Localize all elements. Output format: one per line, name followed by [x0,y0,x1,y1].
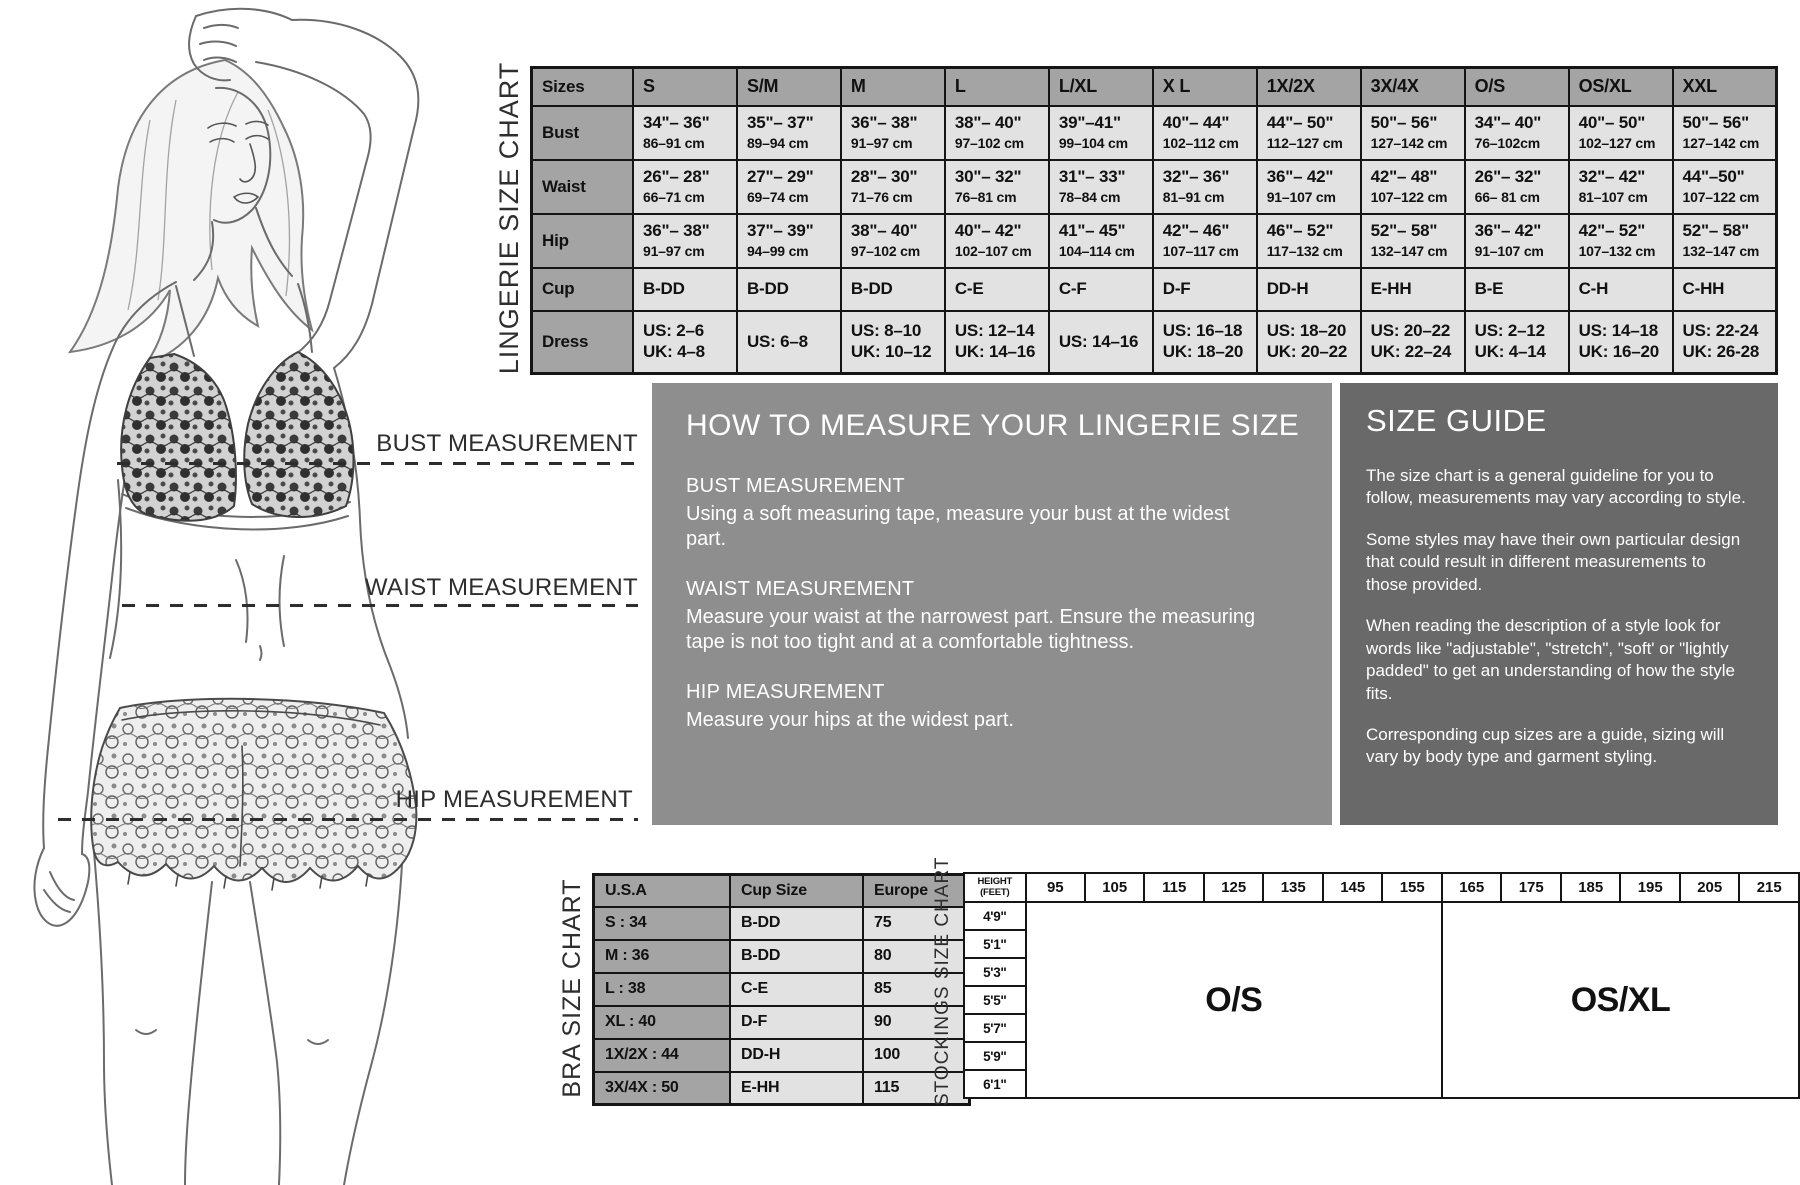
cell-line: UK: 4–8 [643,341,705,361]
bra-column-header: Cup Size [730,875,863,907]
cell-line: 91–97 cm [850,135,913,152]
cell-line: 50"– 56" [1682,112,1750,132]
lingerie-cell-bust [945,106,1049,160]
size-guide-panel [1340,383,1778,825]
lingerie-cell-hip [1049,214,1153,268]
bust-measurement-label: BUST MEASUREMENT [376,430,638,457]
cell-line: 66– 81 cm [1474,189,1540,206]
bra-cell: 3X/4X : 50 [594,1072,731,1105]
stockings-chart-side-label: STOCKINGS SIZE CHART [932,856,953,1106]
stockings-height-cell: 6'1" [964,1070,1026,1098]
lingerie-size-table [530,66,1778,375]
cell-line: 34"– 40" [1474,112,1542,132]
cell-line: 107–122 cm [1682,189,1760,206]
lingerie-cell-bust [1257,106,1361,160]
lingerie-cell-waist [1257,160,1361,214]
lingerie-cell-bust [1465,106,1569,160]
lingerie-row-label: Bust [532,106,634,160]
cell-line: 91–107 cm [1266,189,1336,206]
how-to-measure-title: HOW TO MEASURE YOUR LINGERIE SIZE [686,409,1300,442]
stockings-weight-header: 175 [1501,873,1561,902]
lingerie-chart-side-label: LINGERIE SIZE CHART [494,61,524,375]
lingerie-cell-waist [1569,160,1673,214]
stockings-height-cell: 5'3" [964,958,1026,986]
cell-line: 44"– 50" [1266,112,1334,132]
bra-cell: 100 [863,1039,970,1072]
lingerie-cell-dress [841,311,945,374]
lingerie-cell-dress [1153,311,1257,374]
waist-measurement-label: WAIST MEASUREMENT [364,574,638,601]
size-guide-paragraphs [1366,465,1752,769]
cell-line: 71–76 cm [850,189,913,206]
size-guide-title: SIZE GUIDE [1366,403,1547,438]
lingerie-cell-waist [633,160,737,214]
bra-cell: 75 [863,907,970,940]
bra-cell: XL : 40 [594,1006,731,1039]
cell-line: B-DD [746,278,789,298]
lingerie-cell-cup [1465,268,1569,311]
how-to-section-heading: WAIST MEASUREMENT [686,578,915,600]
lingerie-header-row [532,68,1777,106]
cell-line: 39"–41" [1058,112,1121,132]
cell-line: 97–102 cm [850,243,920,260]
lingerie-row-label: Hip [532,214,634,268]
lingerie-row-cup [532,268,1777,311]
corner-line: HEIGHT [977,875,1013,887]
cell-line: 40"– 42" [954,220,1022,240]
cell-line: 26"– 32" [1474,166,1542,186]
stockings-region-label: O/S [1205,980,1263,1019]
hip-measurement-dashed-line [58,818,638,821]
stockings-height-cell: 5'9" [964,1042,1026,1070]
lingerie-cell-cup [841,268,945,311]
bra-column-header: Europe [863,875,970,907]
bra-row [594,940,970,973]
bra-row [594,907,970,940]
cell-line: 42"– 48" [1370,166,1438,186]
how-to-section [686,475,1302,552]
bra-row [594,1039,970,1072]
cell-line: C-H [1578,278,1609,298]
stockings-weight-header: 115 [1144,873,1203,902]
cell-line: 41"– 45" [1058,220,1126,240]
cell-line: UK: 16–20 [1578,341,1659,361]
how-to-section [686,681,1302,733]
cell-line: UK: 14–16 [954,341,1036,361]
cell-line: US: 18–20 [1266,321,1347,341]
lingerie-size-header: S/M [737,68,841,106]
lingerie-cell-cup [633,268,737,311]
stockings-weight-header: 95 [1026,873,1085,902]
cell-line: 81–91 cm [1162,189,1225,206]
stockings-weight-header: 195 [1620,873,1680,902]
cell-line: 91–107 cm [1474,243,1544,260]
cell-line: B-DD [643,278,685,298]
lingerie-cell-dress [1361,311,1465,374]
lingerie-cell-waist [737,160,841,214]
bra-header-row [594,875,970,907]
cell-line: UK: 4–14 [1474,341,1546,361]
cell-line: 117–132 cm [1266,243,1343,260]
cell-line: UK: 26-28 [1682,341,1760,361]
lingerie-size-header: X L [1153,68,1257,106]
lingerie-cell-hip [633,214,737,268]
bra-cell: B-DD [730,940,863,973]
bust-measurement-dashed-line [117,462,638,465]
cell-line: C-E [954,278,984,298]
lingerie-cell-waist [1673,160,1777,214]
lingerie-size-header: L [945,68,1049,106]
lingerie-cell-cup [1049,268,1153,311]
stockings-height-cell: 5'7" [964,1014,1026,1042]
stockings-height-cell: 4'9" [964,902,1026,930]
cell-line: 86–91 cm [643,135,705,152]
cell-line: 27"– 29" [746,166,814,186]
lingerie-row-bust [532,106,1777,160]
bra-cell: 1X/2X : 44 [594,1039,731,1072]
stockings-size-table [963,872,1800,1099]
cell-line: 104–114 cm [1058,243,1135,260]
lingerie-size-header: O/S [1465,68,1569,106]
cell-line: 36"– 38" [643,220,710,240]
stockings-weight-header: 125 [1204,873,1264,902]
cell-line: 38"– 40" [850,220,918,240]
cell-line: D-F [1162,278,1191,298]
lingerie-cell-cup [945,268,1049,311]
bra-cell: D-F [730,1006,863,1039]
cell-line: 37"– 39" [746,220,814,240]
bra-size-table [592,873,971,1106]
lingerie-size-header: L/XL [1049,68,1153,106]
lingerie-cell-dress [1049,311,1153,374]
lingerie-size-header: XXL [1673,68,1777,106]
cell-line: 99–104 cm [1058,135,1128,152]
how-to-section [686,578,1302,655]
lingerie-cell-dress [633,311,737,374]
cell-line: 42"– 46" [1162,220,1230,240]
stockings-weight-header: 185 [1561,873,1621,902]
lingerie-row-label: Cup [532,268,634,311]
lingerie-size-header: 1X/2X [1257,68,1361,106]
lingerie-cell-hip [945,214,1049,268]
lingerie-cell-bust [1153,106,1257,160]
lingerie-cell-dress [1465,311,1569,374]
cell-line: 127–142 cm [1682,135,1760,152]
lingerie-row-label: Dress [532,311,634,374]
bra-cell: 90 [863,1006,970,1039]
bra-row [594,973,970,1006]
bra-cell: DD-H [730,1039,863,1072]
cell-line: 102–112 cm [1162,135,1239,152]
cell-line: 50"– 56" [1370,112,1438,132]
bra-cell: C-E [730,973,863,1006]
lingerie-row-hip [532,214,1777,268]
how-to-measure-sections [686,475,1302,733]
lingerie-cell-bust [633,106,737,160]
how-to-section-body: Measure your hips at the widest part. [686,709,1014,731]
cell-line: US: 2–6 [643,321,704,341]
stockings-region-osxl [1442,902,1799,1098]
bra-row [594,1072,970,1105]
cell-line: US: 14–16 [1058,331,1139,351]
bra-row [594,1006,970,1039]
lingerie-cell-waist [841,160,945,214]
cell-line: 76–81 cm [954,189,1017,206]
cell-line: 107–117 cm [1162,243,1239,260]
cell-line: 35"– 37" [746,112,814,132]
how-to-section-body: Using a soft measuring tape, measure your bust at the widest part. [686,503,1230,550]
cell-line: B-E [1474,278,1504,298]
stockings-height-cell: 5'5" [964,986,1026,1014]
lingerie-cell-hip [1465,214,1569,268]
bra-cell: E-HH [730,1072,863,1105]
stockings-weight-header: 155 [1382,873,1442,902]
cell-line: 97–102 cm [954,135,1024,152]
corner-line: (FEET) [980,886,1010,898]
lingerie-cell-hip [1257,214,1361,268]
cell-line: 91–97 cm [643,243,705,260]
cell-line: 40"– 44" [1162,112,1230,132]
cell-line: 26"– 28" [643,166,710,186]
lingerie-cell-hip [1361,214,1465,268]
lingerie-cell-waist [1153,160,1257,214]
bra-chart-side-label: BRA SIZE CHART [558,878,586,1098]
lingerie-cell-bust [1361,106,1465,160]
cell-line: US: 14–18 [1578,321,1659,341]
lingerie-cell-hip [1153,214,1257,268]
lingerie-cell-bust [737,106,841,160]
hip-measurement-label: HIP MEASUREMENT [395,786,633,813]
cell-line: US: 20–22 [1370,321,1451,341]
lingerie-cell-bust [1673,106,1777,160]
stockings-region-label: OS/XL [1570,980,1671,1019]
cell-line: DD-H [1266,278,1309,298]
cell-line: 28"– 30" [850,166,918,186]
size-guide-paragraph: The size chart is a general guideline for you to follow, measurements may vary according to style. [1366,466,1746,508]
stockings-weight-header: 205 [1680,873,1740,902]
cell-line: 30"– 32" [954,166,1022,186]
stockings-weight-header: 165 [1442,873,1502,902]
how-to-section-heading: BUST MEASUREMENT [686,475,905,497]
cell-line: 107–122 cm [1370,189,1448,206]
cell-line: 32"– 42" [1578,166,1646,186]
cell-line: 102–107 cm [954,243,1032,260]
cell-line: 42"– 52" [1578,220,1646,240]
cell-line: UK: 20–22 [1266,341,1348,361]
lingerie-cell-bust [841,106,945,160]
how-to-section-heading: HIP MEASUREMENT [686,681,885,703]
cell-line: 44"–50" [1682,166,1745,186]
lingerie-size-header: S [633,68,737,106]
lingerie-cell-waist [1465,160,1569,214]
lingerie-cell-waist [1049,160,1153,214]
stockings-weight-header: 215 [1739,873,1799,902]
cell-line: 46"– 52" [1266,220,1334,240]
cell-line: 76–102cm [1474,135,1540,152]
bra-cell: 80 [863,940,970,973]
cell-line: 31"– 33" [1058,166,1126,186]
cell-line: 107–132 cm [1578,243,1656,260]
lingerie-cell-waist [1361,160,1465,214]
bra-cell: L : 38 [594,973,731,1006]
stockings-weight-header: 145 [1323,873,1383,902]
lingerie-size-header: M [841,68,945,106]
stockings-weight-header: 105 [1085,873,1145,902]
stockings-weight-header: 135 [1263,873,1323,902]
lingerie-cell-hip [1673,214,1777,268]
lingerie-cell-bust [1569,106,1673,160]
stockings-row [964,902,1799,930]
cell-line: 66–71 cm [643,189,705,206]
stockings-height-cell: 5'1" [964,930,1026,958]
cell-line: C-F [1058,278,1087,298]
size-guide-paragraph: When reading the description of a style look for words like "adjustable", "stretch", "soft' or "lightly padded" to get an understanding of how the style fits. [1366,616,1735,703]
bra-cell: 115 [863,1072,970,1105]
cell-line: E-HH [1370,278,1412,298]
how-to-section-body: Measure your waist at the narrowest part. Ensure the measuring tape is not too tight and at a comfortable tightness. [686,606,1256,653]
stockings-region-os [1026,902,1442,1098]
cell-line: B-DD [850,278,893,298]
cell-line: 127–142 cm [1370,135,1448,152]
lingerie-cell-dress [737,311,841,374]
lingerie-cell-dress [945,311,1049,374]
lingerie-cell-dress [1673,311,1777,374]
cell-line: 36"– 42" [1266,166,1334,186]
waist-measurement-dashed-line [122,604,638,607]
cell-line: 52"– 58" [1682,220,1750,240]
cell-line: 78–84 cm [1058,189,1121,206]
bra-column-header: U.S.A [594,875,731,907]
stockings-corner-cell [964,873,1026,902]
cell-line: UK: 10–12 [850,341,932,361]
lingerie-cell-dress [1569,311,1673,374]
cell-line: 69–74 cm [746,189,809,206]
cell-line: US: 8–10 [850,321,922,341]
lingerie-cell-dress [1257,311,1361,374]
cell-line: 32"– 36" [1162,166,1230,186]
size-guide-paragraph: Corresponding cup sizes are a guide, sizing will vary by body type and garment styling. [1366,724,1725,767]
lingerie-row-waist [532,160,1777,214]
cell-line: UK: 22–24 [1370,341,1452,361]
cell-line: US: 16–18 [1162,321,1243,341]
cell-line: US: 6–8 [746,331,808,351]
cell-line: 40"– 50" [1578,112,1646,132]
lingerie-cell-cup [737,268,841,311]
cell-line: 34"– 36" [643,112,710,132]
cell-line: 132–147 cm [1682,243,1760,260]
cell-line: 94–99 cm [746,243,809,260]
bra-cell: B-DD [730,907,863,940]
lingerie-corner-cell: Sizes [532,68,634,106]
lingerie-cell-cup [1361,268,1465,311]
lingerie-row-label: Waist [532,160,634,214]
cell-line: 52"– 58" [1370,220,1438,240]
cell-line: 132–147 cm [1370,243,1448,260]
lingerie-size-header: 3X/4X [1361,68,1465,106]
cell-line: 89–94 cm [746,135,809,152]
cell-line: 81–107 cm [1578,189,1648,206]
lingerie-cell-cup [1257,268,1361,311]
lingerie-cell-hip [737,214,841,268]
size-guide-paragraph: Some styles may have their own particular design that could result in different measurements to those provided. [1366,529,1741,594]
bra-cell: 85 [863,973,970,1006]
lingerie-cell-waist [945,160,1049,214]
bra-cell: S : 34 [594,907,731,940]
cell-line: 102–127 cm [1578,135,1656,152]
lingerie-cell-hip [841,214,945,268]
stockings-header-row [964,873,1799,902]
cell-line: C-HH [1682,278,1725,298]
cell-line: US: 22-24 [1682,321,1759,341]
cell-line: 38"– 40" [954,112,1022,132]
cell-line: 36"– 38" [850,112,918,132]
how-to-measure-panel [652,383,1332,825]
lingerie-cell-cup [1153,268,1257,311]
lingerie-cell-bust [1049,106,1153,160]
cell-line: US: 2–12 [1474,321,1545,341]
lingerie-size-header: OS/XL [1569,68,1673,106]
lingerie-row-dress [532,311,1777,374]
lingerie-cell-cup [1569,268,1673,311]
bra-cell: M : 36 [594,940,731,973]
cell-line: UK: 18–20 [1162,341,1244,361]
cell-line: 112–127 cm [1266,135,1343,152]
lingerie-cell-cup [1673,268,1777,311]
cell-line: 36"– 42" [1474,220,1542,240]
lingerie-cell-hip [1569,214,1673,268]
cell-line: US: 12–14 [954,321,1035,341]
